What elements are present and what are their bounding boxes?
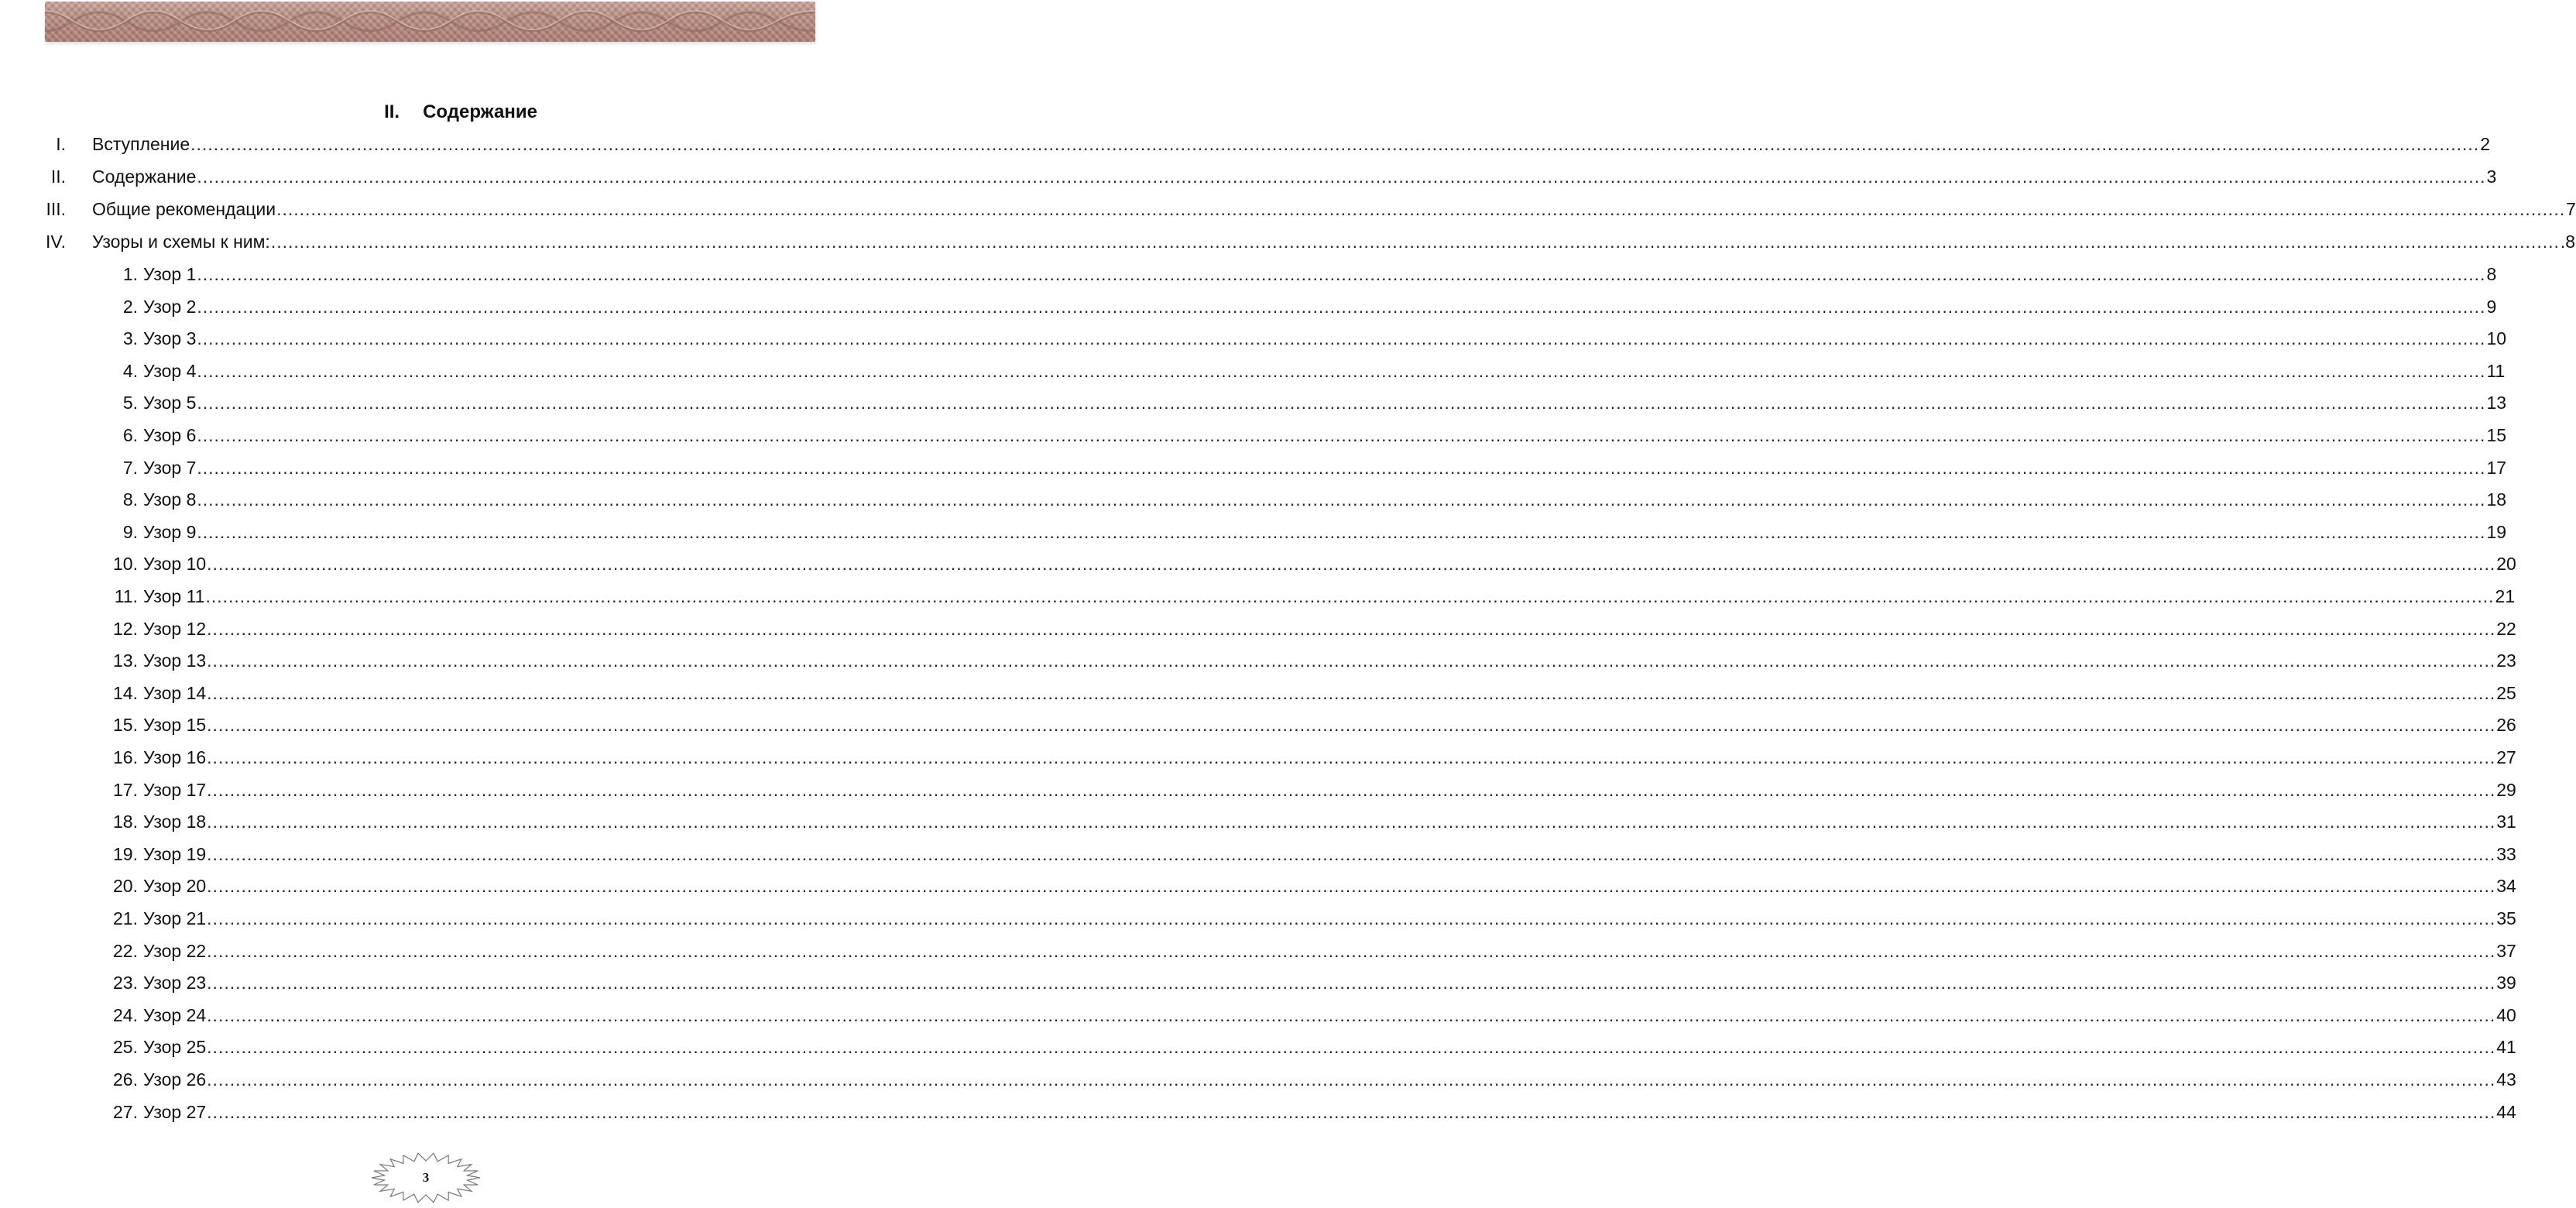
cable-knit-pattern-icon [45, 2, 815, 42]
toc-label: Узор 24 [143, 1005, 207, 1025]
toc-pattern-row[interactable] [143, 391, 2507, 414]
toc-leader-dots: ................................................................................................................................................................................................................................................................................................................................................................................................................ [207, 1037, 2496, 1057]
toc-label: Узор 14 [143, 683, 207, 703]
toc-number: 20. [113, 876, 138, 896]
toc-number: 14. [113, 683, 138, 703]
toc-page-number: 29 [2496, 780, 2516, 800]
toc-leader-dots: ................................................................................................................................................................................................................................................................................................................................................................................................................ [207, 941, 2496, 961]
toc-label: Узор 4 [143, 361, 197, 381]
toc-number: I. [56, 134, 66, 154]
toc-leader-dots: ................................................................................................................................................................................................................................................................................................................................................................................................................ [197, 297, 2486, 317]
toc-pattern-row[interactable] [143, 585, 2516, 608]
toc-number: 9. [122, 522, 138, 542]
toc-pattern-row[interactable] [143, 1004, 2516, 1027]
toc-leader-dots: ................................................................................................................................................................................................................................................................................................................................................................................................................ [190, 134, 2480, 154]
toc-page-number: 27 [2496, 747, 2516, 767]
toc-pattern-row[interactable] [143, 874, 2516, 897]
toc-number: 22. [113, 941, 138, 961]
toc-leader-dots: ................................................................................................................................................................................................................................................................................................................................................................................................................ [207, 908, 2496, 928]
toc-page-number: 43 [2496, 1069, 2516, 1090]
toc-label: Узор 19 [143, 844, 207, 864]
toc-page-number: 9 [2486, 297, 2497, 317]
toc-number: 13. [113, 650, 138, 671]
toc-number: 23. [113, 973, 138, 993]
toc-section-row[interactable] [92, 132, 2490, 156]
page-number: 3 [422, 1170, 430, 1185]
toc-page-number: 8 [2486, 264, 2497, 284]
toc-page-number: 11 [2486, 361, 2506, 381]
toc-leader-dots: ................................................................................................................................................................................................................................................................................................................................................................................................................ [207, 973, 2496, 993]
page-title [0, 99, 852, 125]
toc-number: 3. [122, 328, 138, 348]
toc-page-number: 23 [2496, 650, 2516, 671]
page-number-badge [370, 1151, 482, 1204]
toc-page-number: 44 [2496, 1102, 2516, 1122]
toc-leader-dots: ................................................................................................................................................................................................................................................................................................................................................................................................................ [197, 361, 2486, 381]
toc-page-number: 34 [2496, 876, 2516, 896]
toc-label: Узор 9 [143, 522, 197, 542]
toc-label: Узор 26 [143, 1069, 207, 1090]
toc-number: 24. [113, 1005, 138, 1025]
toc-page-number: 3 [2486, 166, 2497, 187]
toc-pattern-row[interactable] [143, 552, 2516, 575]
toc-page-number: 17 [2486, 458, 2507, 478]
toc-pattern-row[interactable] [143, 1100, 2516, 1124]
toc-leader-dots: ................................................................................................................................................................................................................................................................................................................................................................................................................ [197, 166, 2486, 187]
toc-number: 17. [113, 780, 138, 800]
toc-number: 25. [113, 1037, 138, 1057]
toc-leader-dots: ................................................................................................................................................................................................................................................................................................................................................................................................................ [207, 844, 2496, 864]
toc-leader-dots: ................................................................................................................................................................................................................................................................................................................................................................................................................ [207, 780, 2496, 800]
toc-label: Узор 20 [143, 876, 207, 896]
toc-pattern-row[interactable] [143, 1035, 2516, 1059]
toc-label: Узор 5 [143, 393, 197, 413]
toc-label: Узор 8 [143, 489, 197, 510]
toc-number: III. [46, 199, 66, 219]
toc-number: 2. [122, 297, 138, 317]
toc-pattern-row[interactable] [143, 1068, 2516, 1091]
toc-label: Узор 6 [143, 425, 197, 445]
toc-number: 1. [122, 264, 138, 284]
toc-page-number: 39 [2496, 973, 2516, 993]
toc-pattern-row[interactable] [143, 359, 2506, 383]
toc-pattern-row[interactable] [143, 810, 2516, 833]
toc-pattern-row[interactable] [143, 424, 2507, 447]
toc-page-number: 26 [2496, 715, 2516, 735]
toc-pattern-row[interactable] [143, 681, 2516, 705]
toc-pattern-row[interactable] [143, 617, 2516, 640]
toc-pattern-row[interactable] [143, 488, 2507, 511]
toc-label: Узор 21 [143, 908, 207, 928]
toc-label: Узор 27 [143, 1102, 207, 1122]
toc-leader-dots: ................................................................................................................................................................................................................................................................................................................................................................................................................ [207, 619, 2496, 639]
toc-leader-dots: ................................................................................................................................................................................................................................................................................................................................................................................................................ [197, 393, 2486, 413]
toc-leader-dots: ................................................................................................................................................................................................................................................................................................................................................................................................................ [207, 1069, 2496, 1090]
toc-number: 10. [113, 554, 138, 574]
toc-page-number: 15 [2486, 425, 2507, 445]
toc-section-row[interactable] [92, 197, 2576, 221]
toc-page-number: 10 [2486, 328, 2507, 348]
toc-number: 26. [113, 1069, 138, 1090]
toc-label: Узор 7 [143, 458, 197, 478]
toc-leader-dots: ................................................................................................................................................................................................................................................................................................................................................................................................................ [197, 458, 2486, 478]
toc-leader-dots: ................................................................................................................................................................................................................................................................................................................................................................................................................ [207, 876, 2496, 896]
toc-label: Узор 18 [143, 812, 207, 832]
toc-page-number: .8 [2560, 232, 2576, 252]
toc-label: Узор 25 [143, 1037, 207, 1057]
toc-label: Узор 1 [143, 264, 197, 284]
toc-number: 11. [114, 586, 138, 606]
toc-label: Узоры и схемы к ним: [92, 232, 270, 252]
toc-pattern-row[interactable] [143, 971, 2516, 994]
toc-leader-dots: ................................................................................................................................................................................................................................................................................................................................................................................................................ [207, 683, 2496, 703]
toc-page-number: 25 [2496, 683, 2516, 703]
toc-pattern-row[interactable] [143, 649, 2516, 672]
toc-label: Вступление [92, 134, 190, 154]
toc-number: 18. [113, 812, 138, 832]
toc-page-number: 31 [2496, 812, 2516, 832]
toc-leader-dots: ................................................................................................................................................................................................................................................................................................................................................................................................................ [270, 232, 2560, 252]
title-numeral: II. [384, 101, 400, 122]
toc-label: Узор 17 [143, 780, 207, 800]
toc-number: 5. [122, 393, 138, 413]
toc-leader-dots: ................................................................................................................................................................................................................................................................................................................................................................................................................ [197, 522, 2486, 542]
toc-label: Узор 22 [143, 941, 207, 961]
toc-page-number: 19 [2486, 522, 2507, 542]
toc-label: Узор 10 [143, 554, 207, 574]
toc-pattern-row[interactable] [143, 263, 2497, 286]
toc-section-row[interactable] [92, 165, 2497, 188]
toc-label: Узор 16 [143, 747, 207, 767]
toc-number: IV. [45, 232, 66, 252]
toc-leader-dots: ................................................................................................................................................................................................................................................................................................................................................................................................................ [197, 328, 2486, 348]
toc-number: 12. [113, 619, 138, 639]
toc-page-number: 37 [2496, 941, 2516, 961]
toc-number: 16. [113, 747, 138, 767]
toc-page-number: 2 [2480, 134, 2490, 154]
toc-number: 8. [122, 489, 138, 510]
toc-number: II. [50, 166, 66, 187]
toc-number: 4. [122, 361, 138, 381]
title-text: Содержание [423, 101, 537, 122]
toc-leader-dots: ................................................................................................................................................................................................................................................................................................................................................................................................................ [276, 199, 2566, 219]
toc-label: Узор 11 [143, 586, 205, 606]
toc-pattern-row[interactable] [143, 456, 2507, 479]
toc-leader-dots: ................................................................................................................................................................................................................................................................................................................................................................................................................ [207, 554, 2496, 574]
toc-label: Общие рекомендации [92, 199, 276, 219]
toc-number: 21. [113, 908, 138, 928]
toc-pattern-row[interactable] [143, 713, 2516, 736]
toc-pattern-row[interactable] [143, 939, 2516, 963]
toc-leader-dots: ................................................................................................................................................................................................................................................................................................................................................................................................................ [197, 425, 2486, 445]
toc-section-row[interactable] [92, 230, 2576, 253]
toc-label: Содержание [92, 166, 197, 187]
toc-label: Узор 13 [143, 650, 207, 671]
toc-number: 6. [122, 425, 138, 445]
knitted-banner-image [45, 2, 815, 42]
toc-page-number: 21 [2495, 586, 2516, 606]
toc-pattern-row[interactable] [143, 327, 2507, 350]
toc-pattern-row[interactable] [143, 520, 2507, 544]
toc-leader-dots: ................................................................................................................................................................................................................................................................................................................................................................................................................ [207, 650, 2496, 671]
toc-number: 7. [122, 458, 138, 478]
toc-page-number: 40 [2496, 1005, 2516, 1025]
toc-pattern-row[interactable] [143, 746, 2516, 769]
toc-number: 19. [113, 844, 138, 864]
toc-pattern-row[interactable] [143, 295, 2497, 318]
toc-page-number: 33 [2496, 844, 2516, 864]
toc-leader-dots: ................................................................................................................................................................................................................................................................................................................................................................................................................ [207, 812, 2496, 832]
toc-leader-dots: ................................................................................................................................................................................................................................................................................................................................................................................................................ [207, 1005, 2496, 1025]
toc-label: Узор 12 [143, 619, 207, 639]
toc-label: Узор 15 [143, 715, 207, 735]
toc-number: 15. [113, 715, 138, 735]
toc-pattern-row[interactable] [143, 907, 2516, 930]
toc-leader-dots: ................................................................................................................................................................................................................................................................................................................................................................................................................ [205, 586, 2495, 606]
toc-leader-dots: ................................................................................................................................................................................................................................................................................................................................................................................................................ [197, 264, 2486, 284]
toc-page-number: 22 [2496, 619, 2516, 639]
toc-leader-dots: ................................................................................................................................................................................................................................................................................................................................................................................................................ [207, 747, 2496, 767]
toc-page-number: 7 [2566, 199, 2576, 219]
toc-label: Узор 3 [143, 328, 197, 348]
toc-label: Узор 2 [143, 297, 197, 317]
toc-label: Узор 23 [143, 973, 207, 993]
toc-page-number: 20 [2496, 554, 2516, 574]
toc-leader-dots: ................................................................................................................................................................................................................................................................................................................................................................................................................ [207, 1102, 2496, 1122]
toc-pattern-row[interactable] [143, 778, 2516, 801]
toc-page-number: 41 [2496, 1037, 2516, 1057]
toc-page-number: 35 [2496, 908, 2516, 928]
toc-page-number: 13 [2486, 393, 2507, 413]
toc-leader-dots: ................................................................................................................................................................................................................................................................................................................................................................................................................ [197, 489, 2486, 510]
toc-page-number: 18 [2486, 489, 2507, 510]
toc-number: 27. [113, 1102, 138, 1122]
toc-pattern-row[interactable] [143, 843, 2516, 866]
toc-leader-dots: ................................................................................................................................................................................................................................................................................................................................................................................................................ [207, 715, 2496, 735]
